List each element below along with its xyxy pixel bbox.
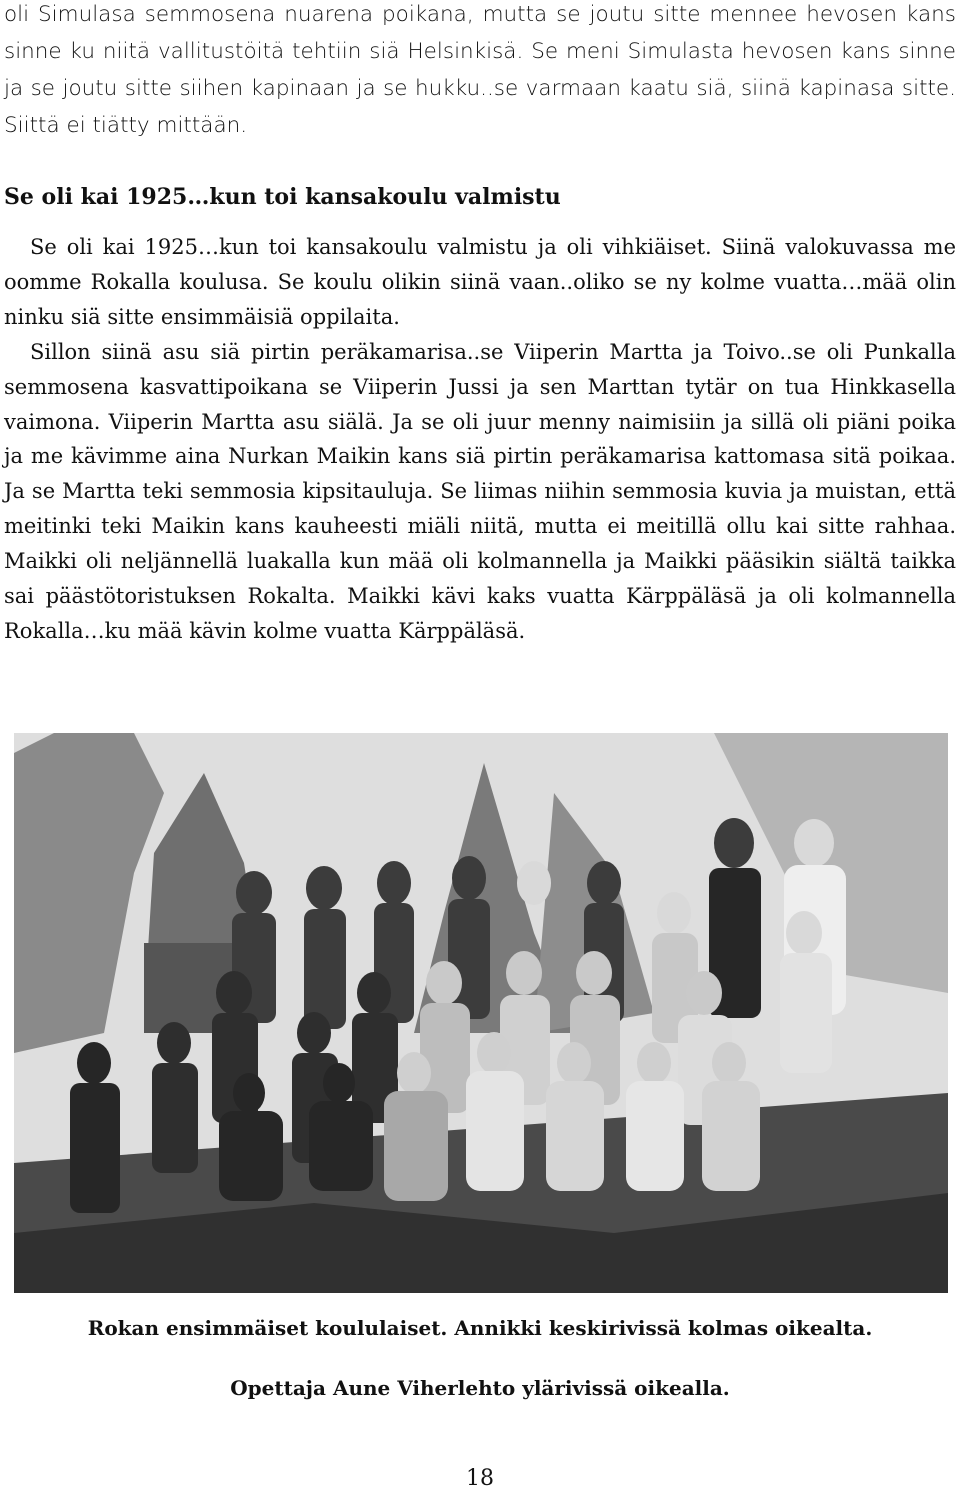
page-number: 18: [466, 1466, 494, 1491]
section-heading: Se oli kai 1925…kun toi kansakoulu valmistu: [4, 184, 561, 210]
photo-caption: Rokan ensimmäiset koululaiset. Annikki keskirivissä kolmas oikealta.: [87, 1316, 873, 1340]
intro-paragraph: oli Simulasa semmosena nuarena poikana, mutta se joutu sitte mennee hevosen kans sinne ku niitä vallitustöitä tehtiin siä Helsinkisä. Se meni Simulasta hevosen kans sinne ja se joutu sitte siihen kapinaan ja se hukku..se varmaan kaatu siä, siinä kapinasa sitte. Siittä ei tiätty mittään.: [4, 2, 956, 138]
body-paragraph: Sillon siinä asu siä pirtin peräkamarisa..se Viiperin Martta ja Toivo..se oli Punkalla semmosena kasvattipoikana se Viiperin Jussi ja sen Marttan tytär on tua Hinkkasella vaimona. Viiperin Martta asu siälä. Ja se oli juur menny naimisiin ja sillä oli piäni poika ja me kävimme aina Nurkan Maikin kans siä pirtin peräkamarisa kattomasa sitä poikaa. Ja se Martta teki semmosia kipsitauluja. Se liimas niihin semmosia kuvia ja muistan, että meitinki teki Maikin kans kauheesti miäli niitä, mutta ei meitillä ollu kai sitte rahhaa. Maikki oli neljännellä luakalla kun mää oli kolmannella ja Maikki pääsikin siältä taikka sai päästötoristuksen Rokalta. Maikki kävi kaks vuatta Kärppäläsä ja oli kolmannella Rokalla…ku mää kävin kolme vuatta Kärppäläsä.: [4, 339, 956, 643]
class-photo: [14, 733, 948, 1293]
class-photo-illustration: [14, 733, 948, 1293]
body-paragraph: Se oli kai 1925…kun toi kansakoulu valmistu ja oli vihkiäiset. Siinä valokuvassa me oomme Rokalla koulusa. Se koulu olikin siinä vaan..oliko se ny kolme vuatta…mää olin ninku siä sitte ensimmäisiä oppilaita.: [4, 235, 956, 329]
photo-caption: Opettaja Aune Viherlehto ylärivissä oikealla.: [230, 1376, 730, 1400]
body-text: [4, 230, 956, 649]
